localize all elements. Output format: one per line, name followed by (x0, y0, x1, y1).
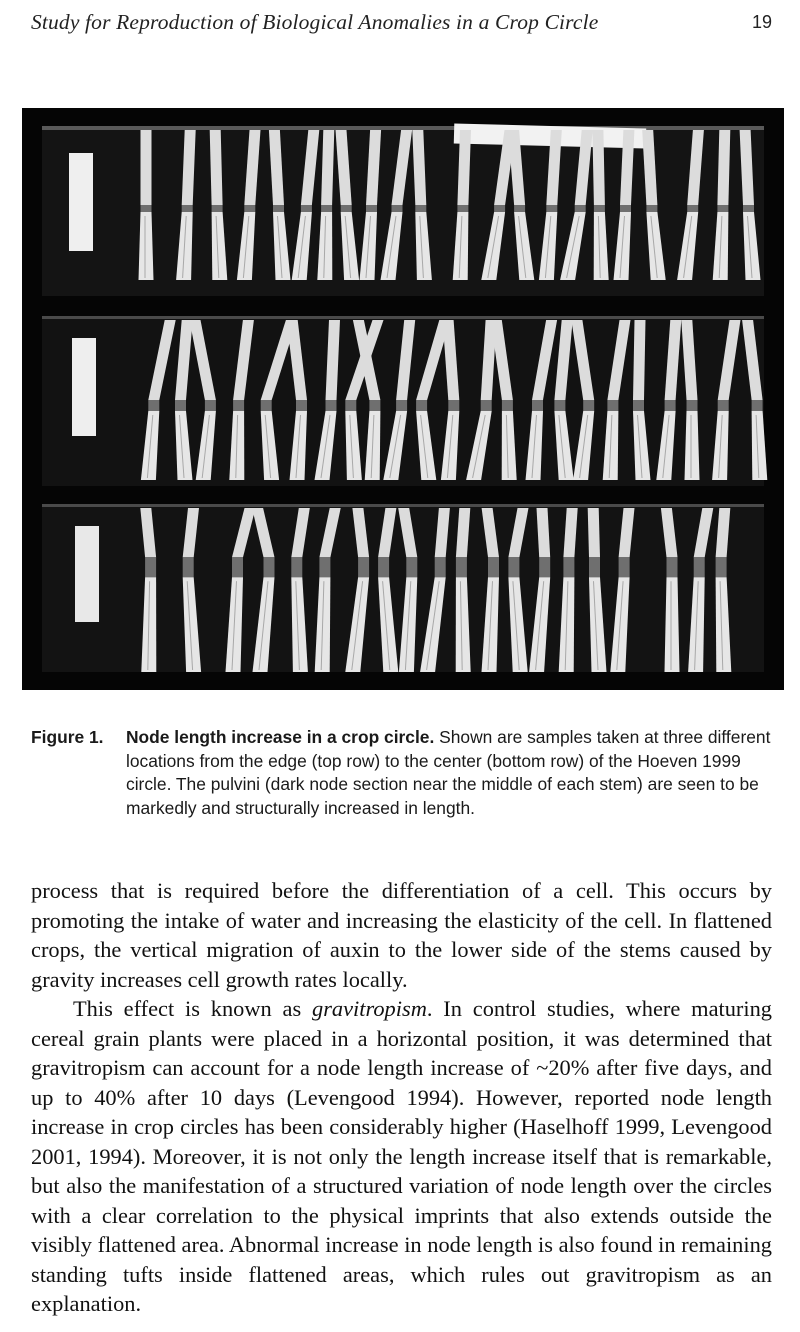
figure-caption (31, 726, 776, 820)
paragraph-2-start: This effect is known as (73, 996, 312, 1021)
running-header (31, 10, 772, 40)
figure-label: Figure 1. (31, 727, 104, 747)
stem-samples-photo (22, 108, 784, 690)
figure-photo (22, 108, 784, 690)
page-number: 19 (751, 12, 772, 32)
running-title: Study for Reproduction of Biological Anomalies in a Crop Circle (31, 10, 599, 34)
paragraph-2 (31, 994, 772, 1319)
stem-sample (139, 130, 154, 280)
paragraph-2-rest: . In control studies, where maturing cereal grain plants were placed in a horizontal position, it was determined that gravitropism can account for a node length increase of ~20% after five days, and up to 40% after 10 days (Levengood 1994). However, reported node length increase in crop circles has been considerably higher (Haselhoff 1999, Levengood 2001, 1994). Moreover, it is not only the length increase itself that is remarkable, but also the manifestation of a structured variation of node length over the circles with a clear correlation to the physical imprints that also extends outside the visibly flattened area. Abnormal increase in node length is also found in remaining standing tufts inside flattened areas, which rules out gravitropism as an explanation. (31, 996, 772, 1316)
figure-caption-text: Shown are samples taken at three different locations from the edge (top row) to the center (bottom row) of the Hoeven 1999 circle. The pulvini (dark node section near the middle of each stem) are seen to be markedly and structurally increased in length. (126, 727, 771, 818)
body-text (31, 876, 772, 1319)
gravitropism-term: gravitropism (312, 996, 427, 1021)
figure-title: Node length increase in a crop circle. (126, 727, 435, 747)
paragraph-1: process that is required before the differentiation of a cell. This occurs by promoting the intake of water and increasing the elasticity of the cell. In flattened crops, the vertical migration of auxin to the lower side of the stems caused by gravity increases cell growth rates locally. (31, 878, 772, 992)
